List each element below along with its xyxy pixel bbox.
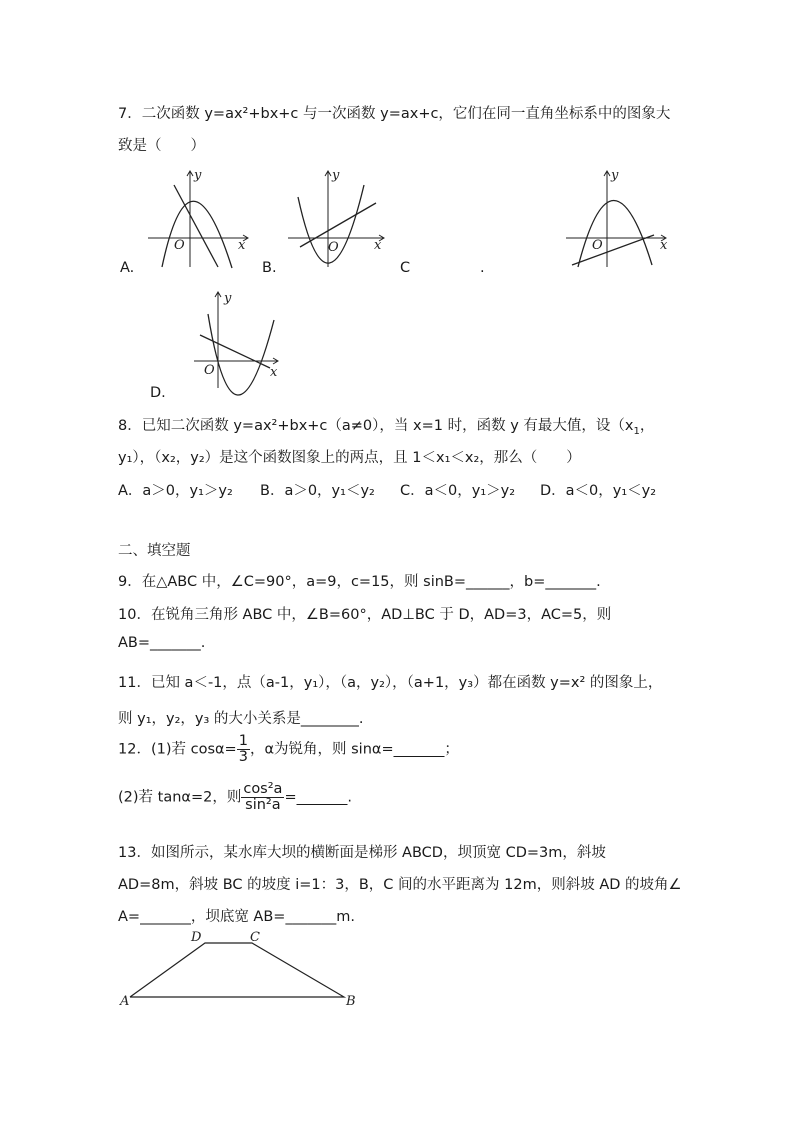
q8-choice-d: D．a＜0，y₁＜y₂ (540, 483, 657, 499)
graph-a (140, 165, 280, 275)
trapezoid-figure (112, 925, 372, 1015)
graph-c-y-label: y (611, 168, 619, 183)
graph-b-x-label: x (374, 238, 382, 253)
q8-choice-b: B．a＞0，y₁＜y₂ (260, 483, 375, 499)
graph-a-origin-label: O (174, 238, 185, 253)
graph-a-x-label: x (238, 238, 246, 253)
q12-part2: (2)若 tanα=2，则 $\frac{\text{cos²a}}{\text{sin²a}}$ =_______. (118, 781, 352, 814)
q10-line1: 10．在锐角三角形 ABC 中，∠B=60°，AD⊥BC 于 D，AD=3，AC=5，则 (118, 607, 612, 623)
graph-a-y-label: y (194, 168, 202, 183)
q13-line2: AD=8m，斜坡 BC 的坡度 i=1：3，B，C 间的水平距离为 12m，则斜坡 AD 的坡角∠ (118, 877, 682, 893)
graph-d-origin-label: O (204, 363, 215, 378)
graph-c-origin-label: O (592, 238, 603, 253)
graph-c (560, 165, 700, 275)
q13-line3: A=_______，坝底宽 AB=_______m. (118, 909, 355, 925)
vertex-a-label: A (120, 994, 130, 1009)
graph-b-origin-label: O (328, 240, 339, 255)
q12-part1: 12．(1)若 cosα= $\frac{1}{3}$ ，α为锐角，则 sinα=_______； (118, 733, 459, 766)
option-a-label: A. (120, 260, 135, 276)
q10-line2: AB=_______. (118, 635, 206, 651)
q11-line1: 11．已知 a＜-1，点（a-1，y₁），（a，y₂），（a+1，y₃）都在函数 y=x² 的图象上， (118, 675, 663, 691)
graph-d (186, 288, 326, 398)
q9-text: 9．在△ABC 中，∠C=90°，a=9，c=15，则 sinB=______，b=_______. (118, 574, 601, 590)
graph-d-y-label: y (224, 291, 232, 306)
graph-d-x-label: x (270, 365, 278, 380)
graph-b-y-label: y (332, 168, 340, 183)
q11-line2: 则 y₁，y₂，y₃ 的大小关系是________. (118, 711, 364, 727)
q8-choice-a: A．a＞0，y₁＞y₂ (118, 483, 233, 499)
section-title: 二、填空题 (118, 543, 191, 559)
option-b-label: B. (262, 260, 277, 276)
option-d-label: D. (150, 385, 166, 401)
q8-line1: 8．已知二次函数 y=ax²+bx+c（a≠0），当 x=1 时，函数 y 有最大值，设（$x_1$， (118, 418, 655, 437)
vertex-c-label: C (250, 930, 260, 945)
q13-line1: 13．如图所示，某水库大坝的横断面是梯形 ABCD，坝顶宽 CD=3m，斜坡 (118, 845, 606, 861)
option-c-label: C (400, 260, 411, 276)
fraction-one-third: $\frac{1}{3}$ (238, 733, 248, 766)
graph-c-x-label: x (660, 238, 668, 253)
q7-line1: 7．二次函数 y=ax²+bx+c 与一次函数 y=ax+c，它们在同一直角坐标系中的图象大 (118, 106, 671, 122)
graph-b (282, 165, 422, 275)
vertex-b-label: B (346, 994, 356, 1009)
q8-line2: y₁），（x₂，y₂）是这个函数图象上的两点，且 1＜x₁＜x₂，那么（ ） (118, 450, 581, 466)
fraction-cos-over-sin: $\frac{\text{cos²a}}{\text{sin²a}}$ (243, 781, 283, 814)
q8-choice-c: C．a＜0，y₁＞y₂ (400, 483, 516, 499)
vertex-d-label: D (191, 930, 202, 945)
q7-line2: 致是（ ） (118, 138, 205, 154)
option-c-dot: . (480, 260, 485, 276)
